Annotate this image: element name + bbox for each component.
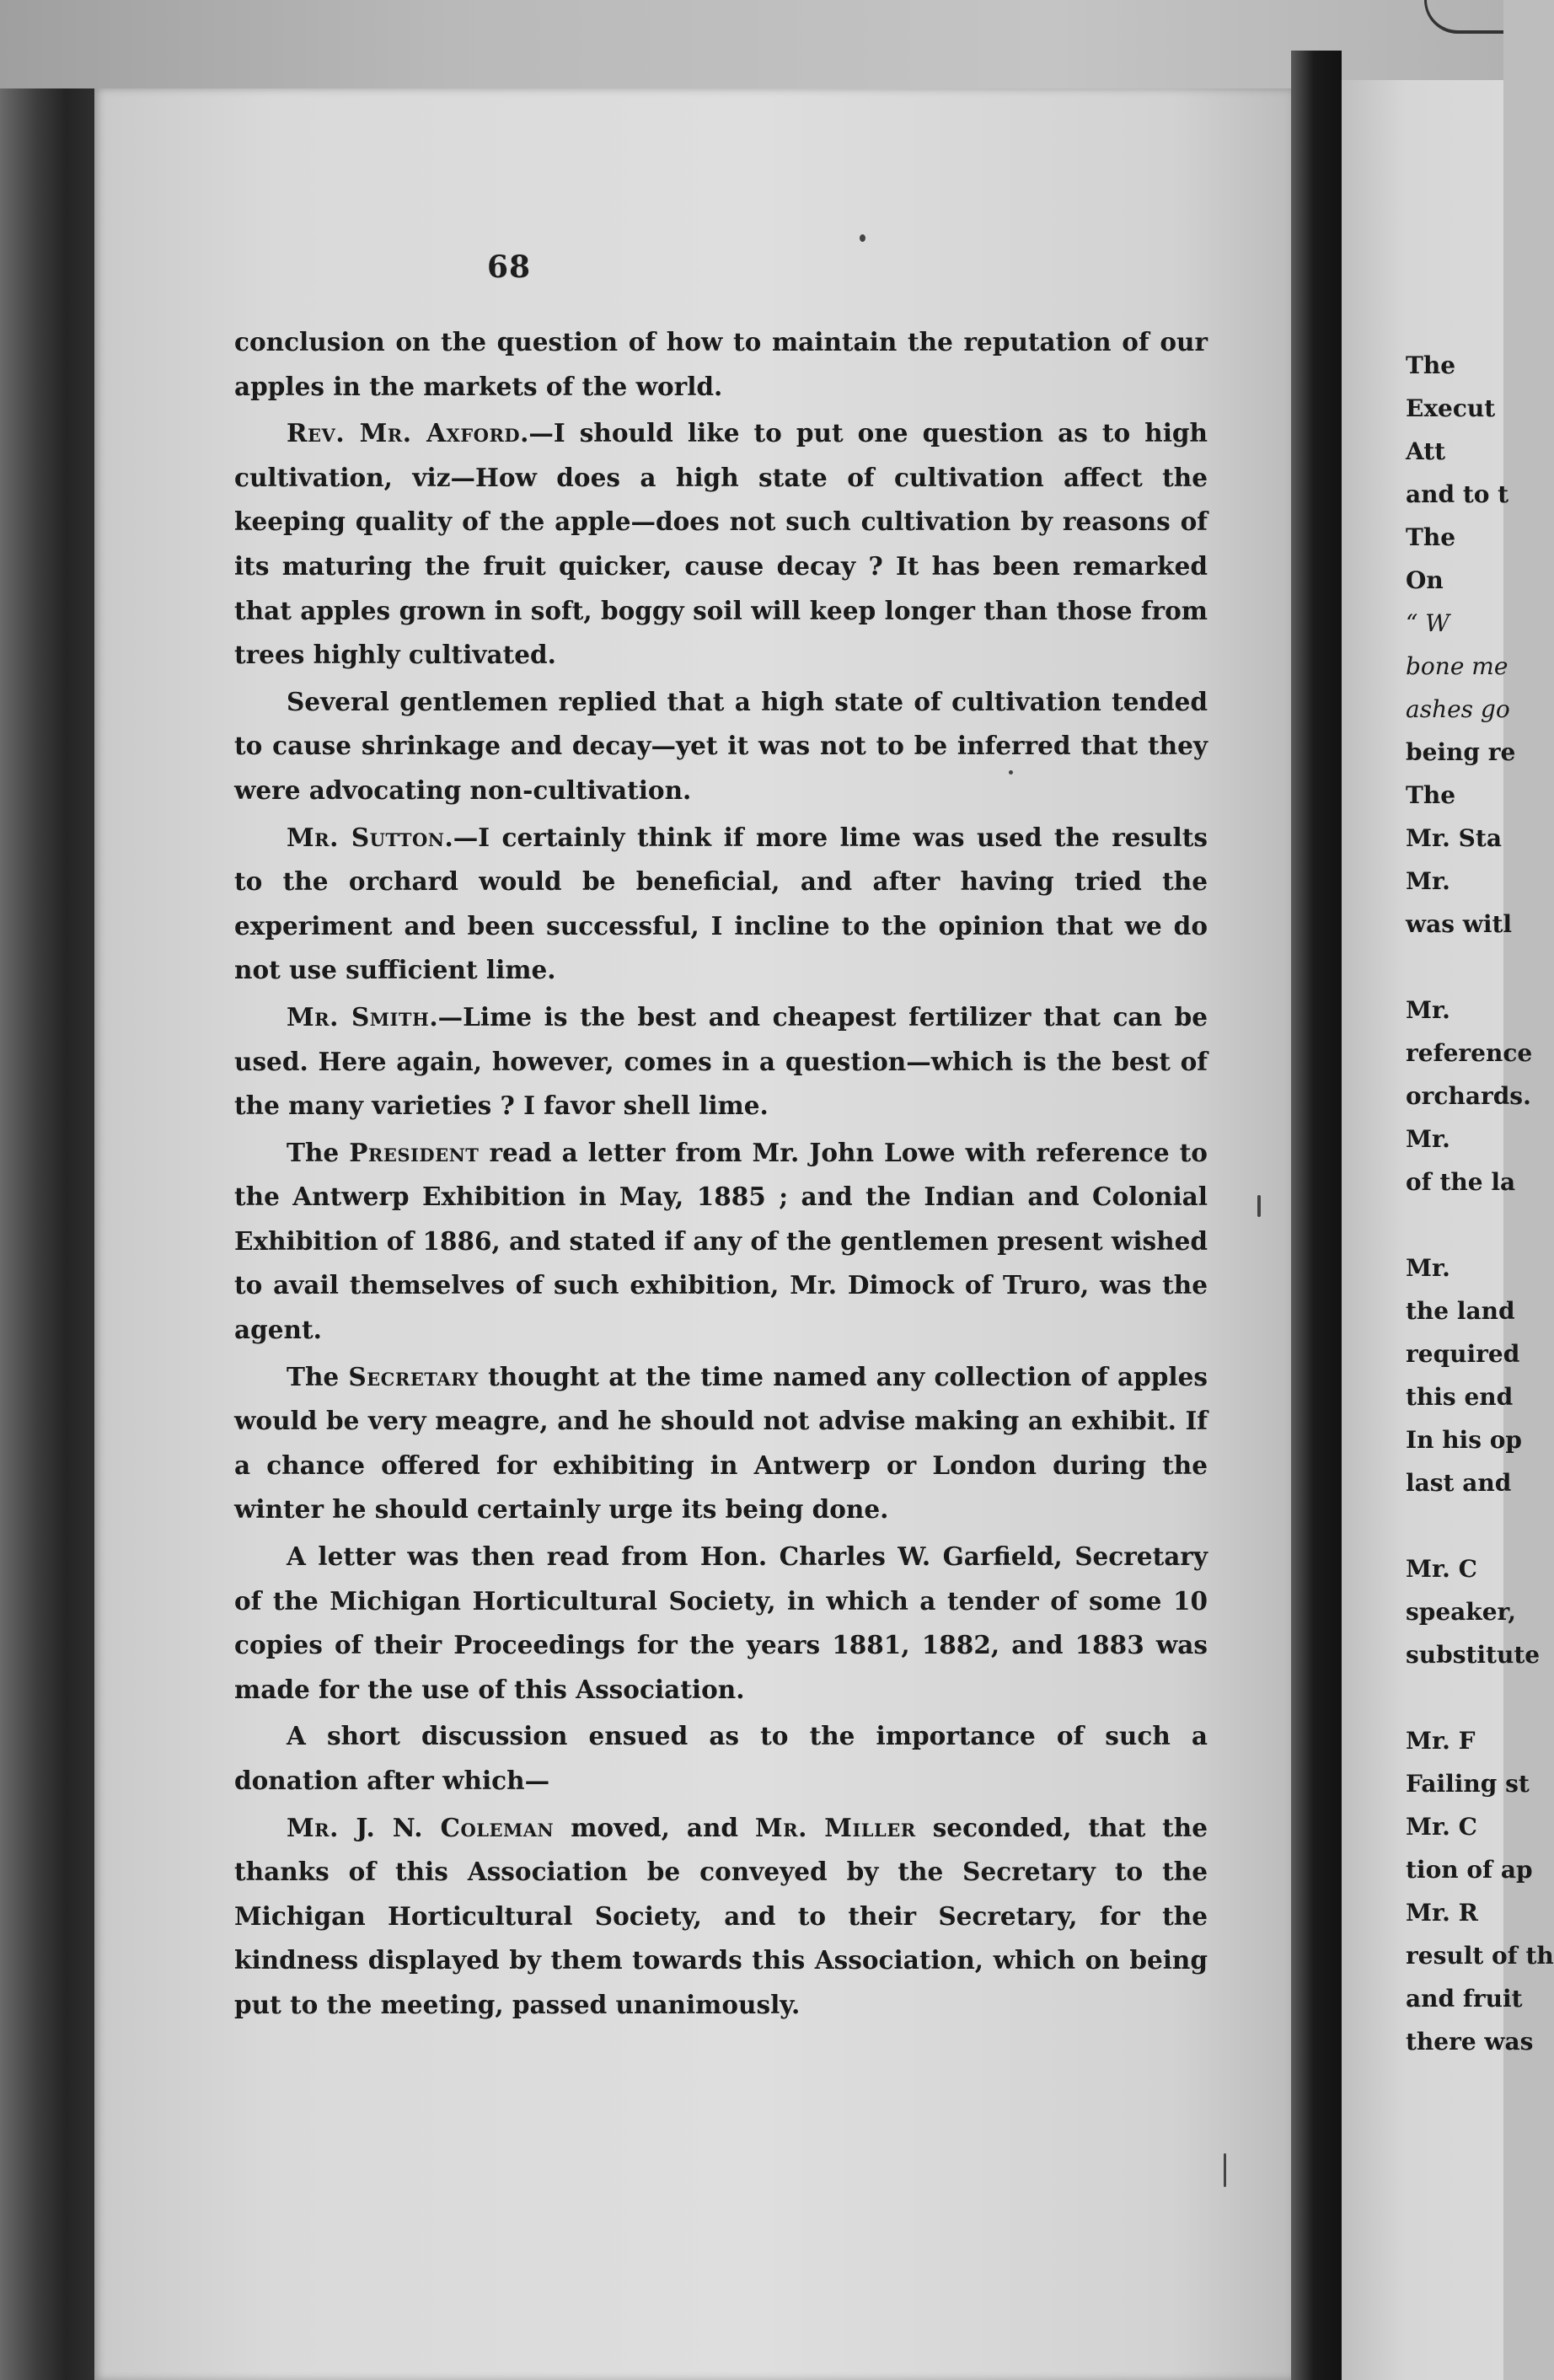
paragraph <box>234 1714 1208 1803</box>
speaker-name: President <box>349 1137 480 1167</box>
facing-page-line: speaker, <box>1406 1598 1516 1626</box>
facing-page-line: the land <box>1406 1297 1515 1325</box>
page-number: 68 <box>486 249 532 285</box>
facing-page-line: Mr. Sta <box>1406 824 1502 852</box>
facing-page-line <box>1406 946 1503 989</box>
facing-page-line: In his op <box>1406 1426 1522 1454</box>
paragraph <box>234 411 1208 678</box>
paragraph <box>234 995 1208 1128</box>
facing-page-line: bone me <box>1406 652 1508 680</box>
paragraph-text: conclusion on the question of how to maintain the reputation of our apples in the markets of the world. <box>234 327 1208 401</box>
book-edge-left <box>0 88 94 2380</box>
facing-page-line: Mr. <box>1406 1125 1450 1153</box>
paragraph <box>234 1131 1208 1353</box>
page-body-text <box>234 320 1208 2030</box>
paragraph-text: seconded, that the thanks of this Association be conveyed by the Secretary to the Michigan Horticultural Society, and to their Secretary, for the kindness displayed by them towards this Association, which on being put to the meeting, passed unanimously. <box>234 1812 1208 2019</box>
facing-page-line: “ W <box>1406 609 1450 637</box>
facing-page-line: Mr. <box>1406 996 1450 1024</box>
facing-page-line: of the la <box>1406 1168 1516 1196</box>
paragraph-text: .—I should like to put one question as to high cultivation, viz—How does a high state of cultivation affect the keeping quality of the apple—does not such cultivation by reasons of its maturing the fruit quicker, cause decay ? It has been remarked that apples grown in soft, boggy soil will keep longer than those from trees highly cultivated. <box>234 418 1208 670</box>
facing-page-line: The <box>1406 523 1456 551</box>
facing-page-line: Mr. C <box>1406 1813 1477 1841</box>
paragraph <box>234 680 1208 813</box>
ink-speck <box>1224 2153 1226 2187</box>
facing-page-line: The <box>1406 351 1456 379</box>
paragraph-text: moved, and <box>554 1812 755 1842</box>
facing-page-line: On <box>1406 566 1444 594</box>
facing-page-text-fragment <box>1406 344 1554 2063</box>
paragraph <box>234 1806 1208 2028</box>
facing-page-line <box>1406 1676 1503 1719</box>
paragraph-text: A short discussion ensued as to the importance of such a donation after which— <box>234 1721 1208 1795</box>
facing-page-line <box>1406 1504 1503 1547</box>
facing-page-line: Mr. R <box>1406 1899 1478 1927</box>
facing-page-line: was witl <box>1406 910 1513 938</box>
speaker-name: Mr. Miller <box>754 1812 916 1842</box>
book-gutter <box>1291 51 1342 2380</box>
speaker-name: Mr. Smith <box>287 1001 430 1032</box>
facing-page-line: substitute <box>1406 1641 1541 1669</box>
facing-page-line: last and <box>1406 1469 1512 1497</box>
facing-page-line: Mr. F <box>1406 1727 1476 1755</box>
paragraph <box>234 1355 1208 1532</box>
facing-page-line: Att <box>1406 437 1446 465</box>
facing-page-line: Mr. <box>1406 867 1450 895</box>
paragraph-text: A letter was then read from Hon. Charles W. Garfield, Secretary of the Michigan Horticultural Society, in which a tender of some 10 copies of their Proceedings for the years 1881, 1882, and 1883 was made for the use of this Association. <box>234 1541 1208 1704</box>
paragraph-text: read a letter from Mr. John Lowe with reference to the Antwerp Exhibition in May, 1885 ; and the Indian and Colonial Exhibition of 1886, and stated if any of the gentlemen present wished to avail themselves of such exhibition, Mr. Dimock of Truro, was the agent. <box>234 1137 1208 1345</box>
facing-page-line: tion of ap <box>1406 1856 1533 1884</box>
facing-page-line: Mr. C <box>1406 1555 1477 1583</box>
speaker-name: Rev. Mr. Axford <box>287 418 521 448</box>
paragraph-text: .—I certainly think if more lime was used the results to the orchard would be beneficial, and after having tried the experiment and been successful, I incline to the opinion that we do not use sufficient lime. <box>234 822 1208 985</box>
facing-page-line: reference <box>1406 1039 1533 1067</box>
corner-ink-mark <box>1424 0 1503 34</box>
facing-page-line: orchards. <box>1406 1082 1531 1110</box>
facing-page-line: The <box>1406 781 1456 809</box>
facing-page-line: Execut <box>1406 394 1496 422</box>
facing-page-line: and fruit <box>1406 1985 1523 2013</box>
facing-page-line: this end <box>1406 1383 1514 1411</box>
paragraph-text: Several gentlemen replied that a high state of cultivation tended to cause shrinkage and decay—yet it was not to be inferred that they were advocating non-cultivation. <box>234 686 1208 805</box>
paragraph-text: thought at the time named any collection of apples would be very meagre, and he should not advise making an exhibit. If a chance offered for exhibiting in Antwerp or London during the winter he should certainly urge its being done. <box>234 1361 1208 1525</box>
paragraph-text: The <box>287 1137 350 1167</box>
facing-page-line <box>1406 1203 1503 1246</box>
paragraph-text: .—Lime is the best and cheapest fertilizer that can be used. Here again, however, comes in a question—which is the best of the many varieties ? I favor shell lime. <box>234 1001 1208 1121</box>
paragraph-text: The <box>287 1361 349 1391</box>
paragraph <box>234 816 1208 993</box>
paragraph <box>234 1535 1208 1712</box>
facing-page-line: Failing st <box>1406 1770 1530 1798</box>
facing-page-line: and to t <box>1406 480 1509 508</box>
facing-page-line: being re <box>1406 738 1516 766</box>
facing-page-line: ashes go <box>1406 695 1510 723</box>
speaker-name: Secretary <box>348 1361 479 1391</box>
facing-page-line: there was <box>1406 2028 1534 2056</box>
facing-page-line: Mr. <box>1406 1254 1450 1282</box>
facing-page-line: required <box>1406 1340 1520 1368</box>
ink-speck <box>1257 1195 1261 1217</box>
speaker-name: Mr. J. N. Coleman <box>287 1812 555 1842</box>
ink-speck <box>860 234 865 242</box>
facing-page-line: result of th <box>1406 1942 1554 1970</box>
paragraph <box>234 320 1208 409</box>
speaker-name: Mr. Sutton <box>287 822 445 852</box>
